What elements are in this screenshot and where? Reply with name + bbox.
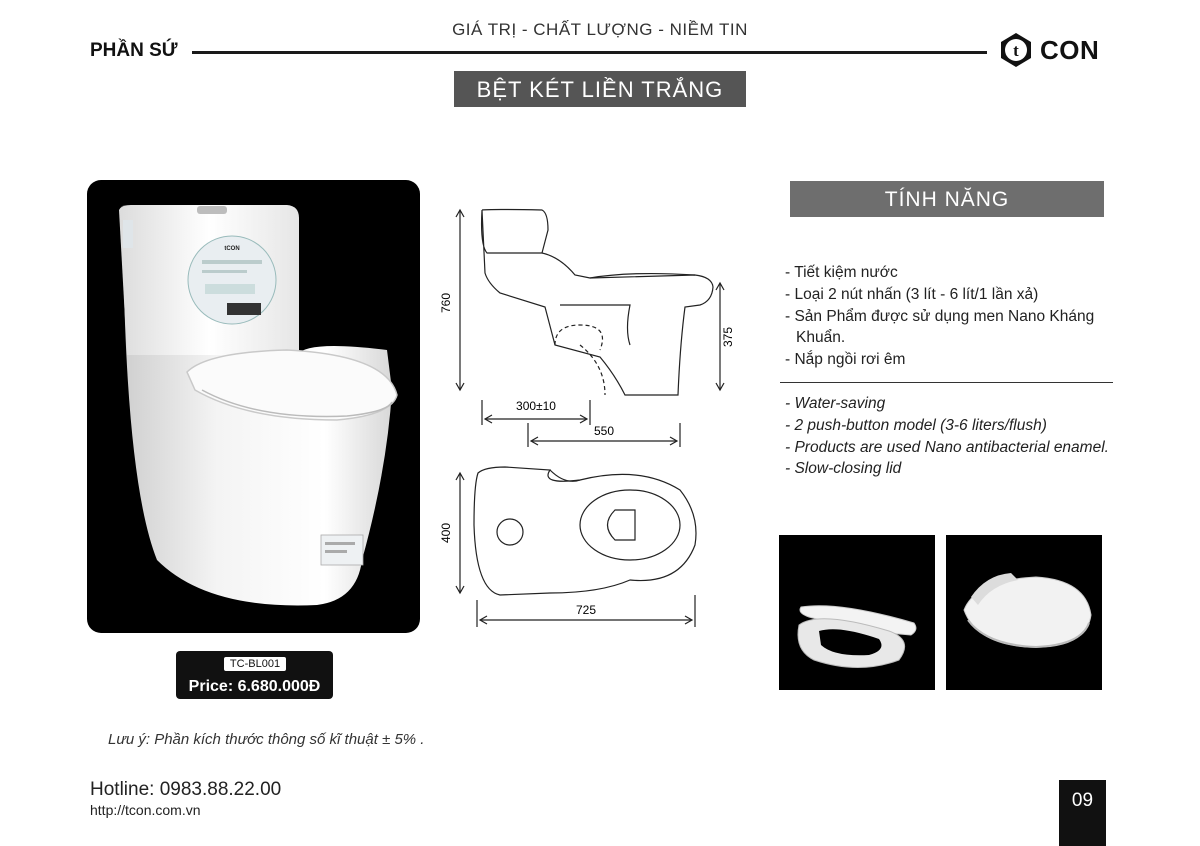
feature-en-item: - Water-saving: [785, 395, 886, 412]
features-vi-list: [785, 262, 1115, 371]
toilet-illustration: [87, 180, 420, 633]
feature-en-item: - Products are used Nano antibacterial enamel.: [785, 438, 1109, 456]
brand-mark-icon: [998, 32, 1034, 68]
dim-rough-in: 300±10: [516, 399, 556, 413]
feature-en-item: - Slow-closing lid: [785, 460, 902, 478]
brand-mark-letter: t: [1013, 41, 1019, 60]
photo-logo: tCON: [224, 246, 240, 252]
seat-photo-open: [779, 535, 935, 690]
features-en-list: [785, 393, 1115, 480]
brand-name: CON: [1040, 35, 1100, 65]
price: Price: 6.680.000Đ: [188, 678, 321, 695]
feature-en-item: - 2 push-button model (3-6 liters/flush): [785, 416, 1047, 434]
features-divider: [780, 382, 1113, 383]
dim-depth: 550: [593, 424, 615, 438]
technical-drawing: [430, 195, 735, 645]
seat-photo-closed: [946, 535, 1102, 690]
tagline: GIÁ TRỊ - CHẤT LƯỢNG - NIỀM TIN: [452, 20, 748, 39]
dim-height-seat: 375: [721, 326, 735, 348]
dim-width: 400: [439, 522, 453, 544]
feature-vi-item: - Loại 2 nút nhấn (3 lít - 6 lít/1 lần xả): [785, 285, 1039, 303]
brand-logo: [998, 30, 1110, 70]
feature-vi-item: - Tiết kiệm nước: [785, 264, 898, 281]
dim-height-total: 760: [439, 292, 453, 314]
seat-closed-illustration: [946, 535, 1102, 690]
feature-vi-item: - Sản Phẩm được sử dụng men Nano Kháng Khuẩn.: [785, 307, 1095, 347]
product-photo: [87, 180, 420, 633]
section-label: PHẦN SỨ: [90, 40, 178, 61]
website-link[interactable]: http://tcon.com.vn: [90, 802, 201, 818]
header-divider: [192, 51, 987, 54]
tolerance-note: Lưu ý: Phần kích thước thông số kĩ thuật ± 5% .: [108, 731, 425, 748]
features-heading: TÍNH NĂNG: [790, 181, 1104, 217]
hotline: Hotline: 0983.88.22.00: [90, 779, 282, 800]
dim-length: 725: [575, 603, 597, 617]
seat-open-illustration: [779, 535, 935, 690]
feature-vi-item: - Nắp ngồi rơi êm: [785, 351, 906, 369]
model-code: TC-BL001: [223, 656, 287, 672]
page-title: BỆT KÉT LIỀN TRẮNG: [454, 71, 746, 107]
page-number: 09: [1059, 780, 1106, 846]
